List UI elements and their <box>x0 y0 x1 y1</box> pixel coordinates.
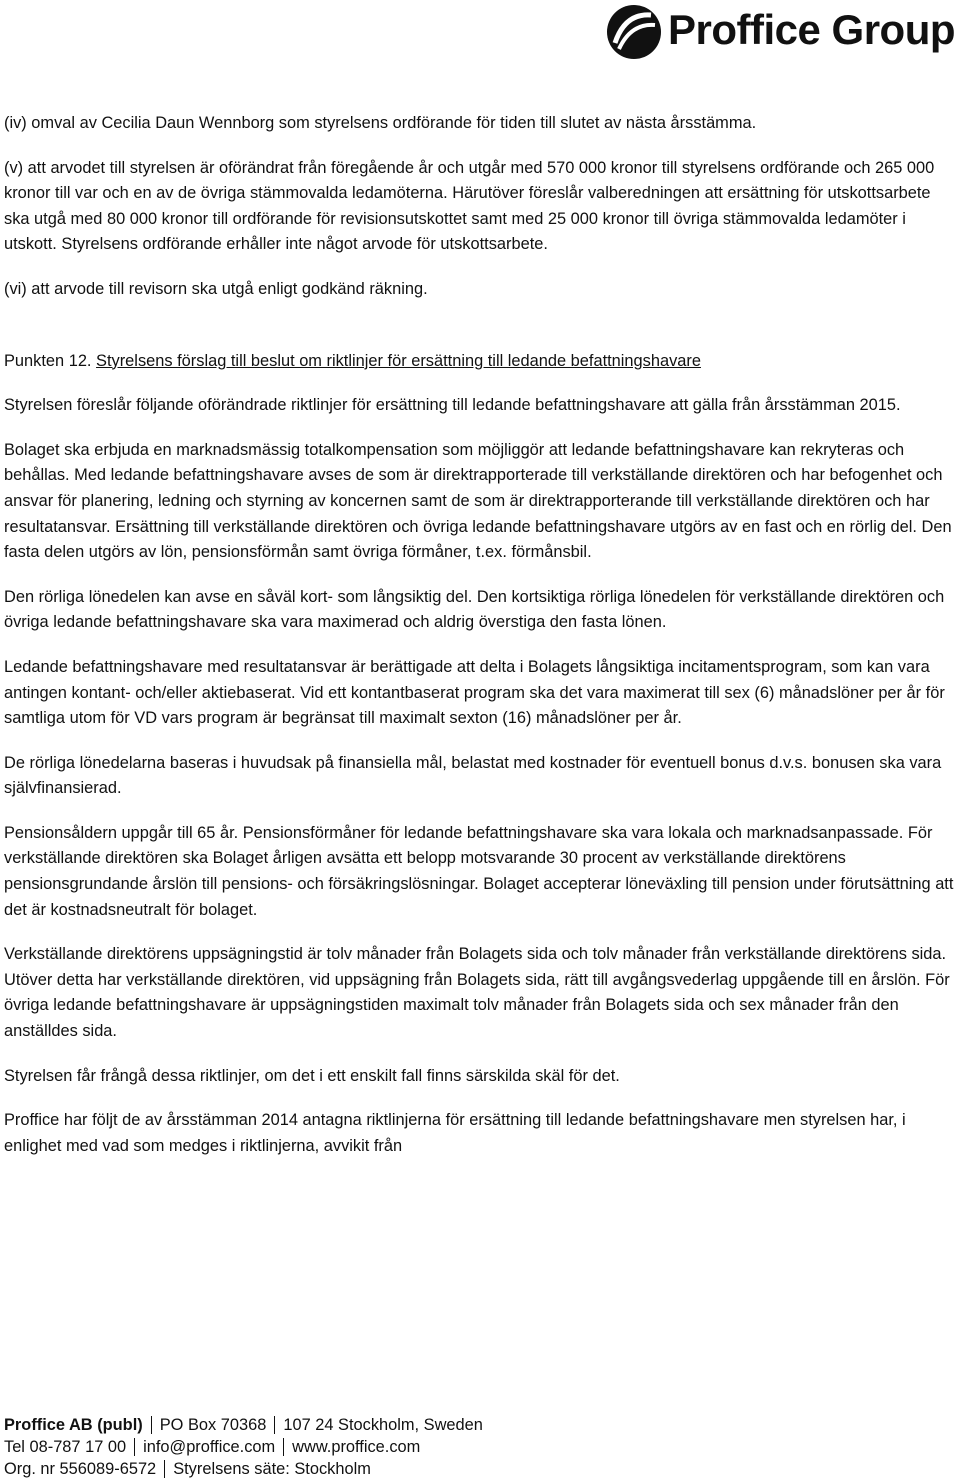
paragraph-compensation: Bolaget ska erbjuda en marknadsmässig totalkompensation som möjliggör att ledande befattningshavare kan rekryteras och behållas. Med ledande befattningshavare avses de som är direktrapporterade till verkställande direktören och har befogenhet och ansvar för planering, ledning och styrning av koncernen samt de som är direktrapporterande till verkställande direktören och har resultatansvar. Ersättning till verkställande direktören och övriga ledande befattningshavare utgörs av en fast och en rörlig del. Den fasta delen utgörs av lön, pensionsförmån samt övriga förmåner, t.ex. förmånsbil. <box>4 440 952 562</box>
footer-po-box: PO Box 70368 <box>159 1416 267 1434</box>
footer-company: Proffice AB (publ) <box>4 1416 143 1434</box>
paragraph-incentive: Ledande befattningshavare med resultatansvar är berättigade att delta i Bolagets långsiktiga incitamentsprogram, som kan vara antingen kontant- och/eller aktiebaserat. Vid ett kontantbaserat program ska det vara maximerat till sex (6) månadslöner per år för samtliga utom för VD vars program är begränsat till maximalt sexton (16) månadslöner per år. <box>4 657 945 728</box>
footer-row-registration <box>4 1458 483 1480</box>
paragraph-variable-pay: Den rörliga lönedelen kan avse en såväl kort- som långsiktig del. Den kortsiktiga rörliga lönedelen för verkställande direktören och övriga ledande befattningshavare ska vara maximerad och aldrig överstiga den fasta lönen. <box>4 587 945 632</box>
paragraph-financial-goals: De rörliga lönedelarna baseras i huvudsak på finansiella mål, belastat med kostnader för eventuell bonus d.v.s. bonusen ska vara självfinansierad. <box>4 753 942 798</box>
paragraph-vi: (vi) att arvode till revisorn ska utgå enligt godkänd räkning. <box>4 279 428 298</box>
footer-web[interactable]: www.proffice.com <box>292 1438 421 1456</box>
paragraph-deviation: Styrelsen får frångå dessa riktlinjer, om det i ett enskilt fall finns särskilda skäl för det. <box>4 1066 620 1085</box>
footer-divider <box>134 1438 135 1456</box>
document-body <box>4 111 954 1159</box>
logo-text: Proffice Group <box>668 6 956 53</box>
paragraph-iv: (iv) omval av Cecilia Daun Wennborg som styrelsens ordförande för tiden till slutet av nästa årsstämma. <box>4 114 757 132</box>
page-footer <box>4 1414 483 1480</box>
section-heading <box>4 349 954 375</box>
footer-row-contact <box>4 1436 483 1458</box>
paragraph-followed: Proffice har följt de av årsstämman 2014 antagna riktlinjerna för ersättning till ledande befattningshavare men styrelsen har, i enlighet med vad som medges i riktlinjerna, avvikit från <box>4 1111 906 1155</box>
footer-divider <box>151 1416 152 1434</box>
footer-org-nr: Org. nr 556089-6572 <box>4 1460 157 1478</box>
footer-row-address <box>4 1414 483 1436</box>
paragraph-notice-period: Verkställande direktörens uppsägningstid är tolv månader från Bolagets sida och tolv månader från verkställande direktörens sida. Utöver detta har verkställande direktören, vid uppsägning från Bolagets sida, rätt till avgångsvederlag uppgående till en årslön. För övriga ledande befattningshavare är uppsägningstiden maximalt tolv månader från Bolagets sida och sex månader från den anställdes sida. <box>4 945 950 1041</box>
footer-divider <box>164 1460 165 1478</box>
footer-seat: Styrelsens säte: Stockholm <box>173 1460 371 1478</box>
footer-tel: Tel 08-787 17 00 <box>4 1438 127 1456</box>
heading-prefix: Punkten 12. <box>4 351 97 370</box>
paragraph-pension: Pensionsåldern uppgår till 65 år. Pensionsförmåner för ledande befattningshavare ska vara lokala och marknadsanpassade. För verkställande direktören ska Bolaget årligen avsätta ett belopp motsvarande 30 procent av verkställande direktörens pensionsgrundande årslön till pensions- och försäkringslösningar. Bolaget accepterar löneväxling till pension under förutsättning att det är kostnadsneutralt för bolaget. <box>4 823 954 919</box>
proffice-logo-icon <box>605 3 663 61</box>
footer-city: 107 24 Stockholm, Sweden <box>283 1416 483 1434</box>
footer-email[interactable]: info@proffice.com <box>143 1438 276 1456</box>
paragraph-v: (v) att arvodet till styrelsen är oförändrat från föregående år och utgår med 570 000 kronor till styrelsens ordförande och 265 000 kronor till var och en av de övriga stämmovalda ledamöterna. Härutöver föreslår valberedningen att ersättning för utskottsarbete ska utgå med 80 000 kronor till ordförande för revisionsutskottet samt med 25 000 kronor till övriga stämmovalda ledamöter i utskott. Styrelsens ordförande erhåller inte något arvode för utskottsarbete. <box>4 158 935 254</box>
heading-title: Styrelsens förslag till beslut om riktlinjer för ersättning till ledande befattningshavare <box>96 351 701 370</box>
footer-divider <box>283 1438 284 1456</box>
company-logo <box>600 0 960 70</box>
paragraph-proposal: Styrelsen föreslår följande oförändrade riktlinjer för ersättning till ledande befattningshavare att gälla från årsstämman 2015. <box>4 396 901 415</box>
footer-divider <box>274 1416 275 1434</box>
